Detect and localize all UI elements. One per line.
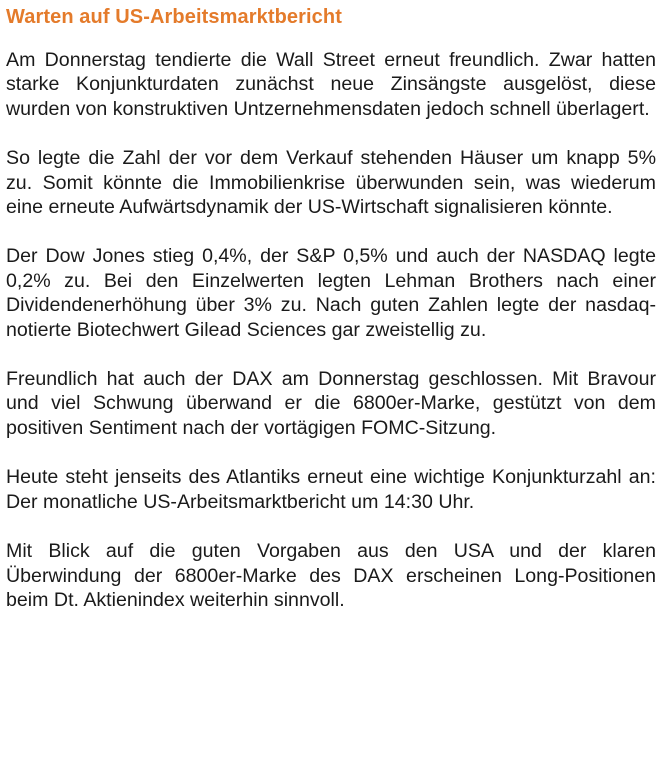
paragraph-dax: Freundlich hat auch der DAX am Donnerstag geschlossen. Mit Bravour und viel Schwung überwand er die 6800er-Marke, gestützt von dem positiven Sentiment nach der vortägigen FOMC-Sitzung. xyxy=(6,368,656,439)
paragraph-housing: So legte die Zahl der vor dem Verkauf stehenden Häuser um knapp 5% zu. Somit könnte die Immobilienkrise überwunden sein, was wiederum eine erneute Aufwärtsdynamik der US-Wirtschaft signalisieren könnte. xyxy=(6,147,656,219)
article-headline: Warten auf US-Arbeitsmarktbericht xyxy=(6,6,342,28)
paragraph-jobs-report: Heute steht jenseits des Atlantiks erneut eine wichtige Konjunkturzahl an: Der monatliche US-Arbeitsmarktbericht um 14:30 Uhr. xyxy=(6,466,656,513)
paragraph-indices: Der Dow Jones stieg 0,4%, der S&P 0,5% und auch der NASDAQ legte 0,2% zu. Bei den Einzelwerten legten Lehman Brothers nach einer Dividendenerhöhung über 3% zu. Nach guten Zahlen legte der nasdaq-notierte Biotechwert Gilead Sciences gar zweistellig zu. xyxy=(6,245,656,341)
article-body xyxy=(6,48,656,612)
paragraph-outlook: Mit Blick auf die guten Vorgaben aus den USA und der klaren Überwindung der 6800er-Marke des DAX erscheinen Long-Positionen beim Dt. Aktienindex weiterhin sinnvoll. xyxy=(6,540,656,611)
article xyxy=(6,0,656,637)
paragraph-wall-street: Am Donnerstag tendierte die Wall Street erneut freundlich. Zwar hatten starke Konjunkturdaten zunächst neue Zinsängste ausgelöst, diese wurden von konstruktiven Untzernehmensdaten jedoch schnell überlagert. xyxy=(6,49,656,120)
